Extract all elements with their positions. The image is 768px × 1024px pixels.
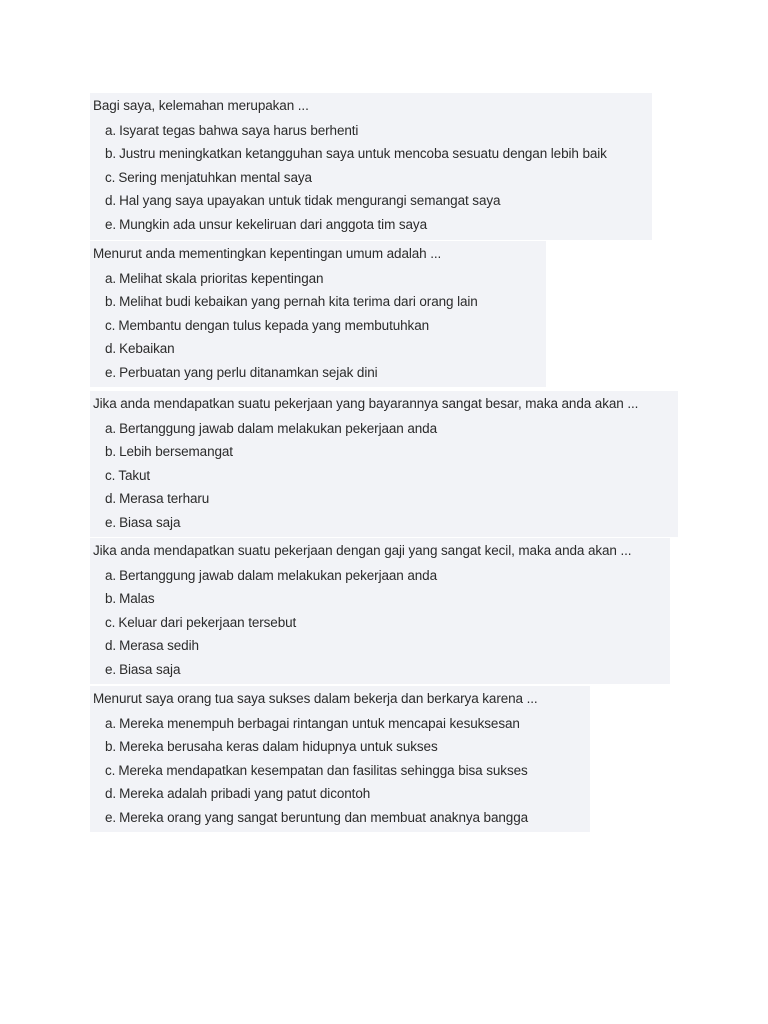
question-text: Jika anda mendapatkan suatu pekerjaan dengan gaji yang sangat kecil, maka anda akan ... [93, 543, 632, 558]
option-a: a. Bertanggung jawab dalam melakukan pekerjaan anda [105, 568, 437, 583]
option-c: c. Takut [105, 467, 151, 483]
question-text: Bagi saya, kelemahan merupakan ... [93, 98, 309, 113]
option-list [93, 564, 670, 681]
question-text: Menurut saya orang tua saya sukses dalam bekerja dan berkarya karena ... [93, 691, 538, 706]
option-list [93, 267, 546, 384]
option-c: c. Mereka mendapatkan kesempatan dan fasilitas sehingga bisa sukses [105, 762, 528, 778]
option-e: e. Biasa saja [105, 661, 181, 677]
option-a: a. Melihat skala prioritas kepentingan [105, 271, 324, 286]
question-block-5 [90, 686, 590, 832]
option-d: d. Merasa terharu [105, 491, 210, 507]
option-e: e. Mereka orang yang sangat beruntung dan membuat anaknya bangga [105, 809, 529, 825]
question-text: Jika anda mendapatkan suatu pekerjaan yang bayarannya sangat besar, maka anda akan ... [93, 396, 639, 411]
option-c: c. Keluar dari pekerjaan tersebut [105, 614, 297, 630]
option-d: d. Kebaikan [105, 341, 175, 357]
option-e: e. Biasa saja [105, 514, 181, 530]
option-b: b. Justru meningkatkan ketangguhan saya untuk mencoba sesuatu dengan lebih baik [105, 146, 607, 162]
option-list [93, 417, 678, 534]
question-text: Menurut anda mementingkan kepentingan umum adalah ... [93, 246, 442, 261]
option-b: b. Malas [105, 591, 155, 607]
option-e: e. Perbuatan yang perlu ditanamkan sejak dini [105, 364, 378, 380]
option-list [93, 712, 590, 829]
option-c: c. Sering menjatuhkan mental saya [105, 169, 312, 185]
option-list [93, 119, 652, 236]
option-b: b. Mereka berusaha keras dalam hidupnya untuk sukses [105, 739, 438, 755]
option-b: b. Melihat budi kebaikan yang pernah kita terima dari orang lain [105, 294, 478, 310]
option-d: d. Hal yang saya upayakan untuk tidak mengurangi semangat saya [105, 193, 501, 209]
question-block-2 [90, 241, 546, 387]
question-block-4 [90, 538, 670, 684]
option-a: a. Bertanggung jawab dalam melakukan pekerjaan anda [105, 421, 437, 436]
option-d: d. Mereka adalah pribadi yang patut dicontoh [105, 786, 371, 802]
option-b: b. Lebih bersemangat [105, 444, 233, 460]
option-a: a. Mereka menempuh berbagai rintangan untuk mencapai kesuksesan [105, 716, 520, 731]
question-block-1 [90, 93, 652, 240]
option-a: a. Isyarat tegas bahwa saya harus berhenti [105, 123, 359, 138]
option-d: d. Merasa sedih [105, 638, 199, 654]
question-block-3 [90, 391, 678, 537]
option-e: e. Mungkin ada unsur kekeliruan dari anggota tim saya [105, 216, 427, 232]
option-c: c. Membantu dengan tulus kepada yang membutuhkan [105, 317, 430, 333]
